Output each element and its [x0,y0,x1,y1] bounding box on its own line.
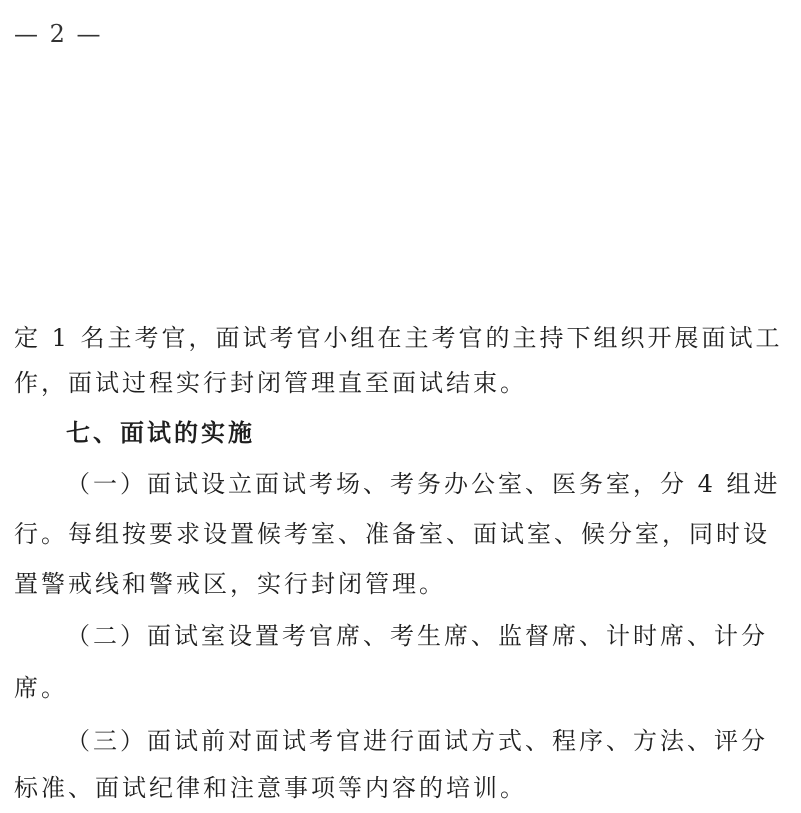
body-line-2: 作，面试过程实行封闭管理直至面试结束。 [14,369,527,397]
section-heading: 七、面试的实施 [66,419,255,447]
paragraph-1-line-2: 行。每组按要求设置候考室、准备室、面试室、候分室，同时设 [14,520,770,548]
page-number: — 2 — [14,20,103,48]
body-line-1: 定 1 名主考官，面试考官小组在主考官的主持下组织开展面试工 [14,324,783,352]
paragraph-3-line-2: 标准、面试纪律和注意事项等内容的培训。 [14,774,527,802]
paragraph-2-line-2: 席。 [14,674,68,702]
paragraph-2-line-1: （二）面试室设置考官席、考生席、监督席、计时席、计分 [66,622,768,650]
paragraph-1-line-3: 置警戒线和警戒区，实行封闭管理。 [14,570,446,598]
paragraph-1-line-1: （一）面试设立面试考场、考务办公室、医务室，分 4 组进 [66,470,781,498]
paragraph-3-line-1: （三）面试前对面试考官进行面试方式、程序、方法、评分 [66,727,768,755]
